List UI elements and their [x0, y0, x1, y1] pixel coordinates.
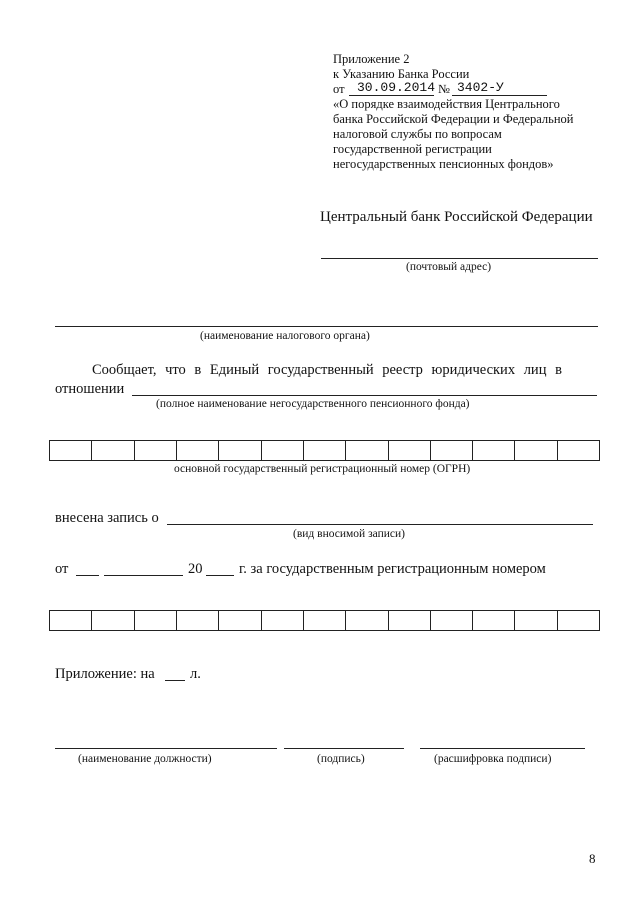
decree-number: 3402-У: [457, 80, 504, 95]
digit-cell[interactable]: [219, 611, 261, 630]
month-blank: [104, 575, 183, 576]
digit-cell[interactable]: [473, 611, 515, 630]
appendix-label: Приложение 2: [333, 52, 410, 66]
date-prefix: от: [333, 82, 345, 96]
digit-cell[interactable]: [177, 441, 219, 460]
attachment-label: Приложение: на: [55, 666, 155, 682]
attachment-suffix: л.: [190, 666, 201, 682]
digit-cell[interactable]: [389, 611, 431, 630]
digit-cell[interactable]: [50, 611, 92, 630]
digit-cell[interactable]: [346, 441, 388, 460]
signature-caption: (подпись): [317, 753, 365, 765]
year-prefix: 20: [188, 561, 203, 577]
digit-cell[interactable]: [177, 611, 219, 630]
day-blank: [76, 575, 99, 576]
signature-line: [284, 748, 404, 749]
address-line: [321, 258, 598, 259]
digit-cell[interactable]: [558, 441, 599, 460]
digit-cell[interactable]: [92, 611, 134, 630]
year-blank: [206, 575, 234, 576]
position-line: [55, 748, 277, 749]
digit-cell[interactable]: [431, 441, 473, 460]
digit-cell[interactable]: [219, 441, 261, 460]
decree-title-2: банка Российской Федерации и Федеральной: [333, 112, 574, 126]
digit-cell[interactable]: [50, 441, 92, 460]
grn-label: г. за государственным регистрационным номером: [239, 561, 546, 577]
digit-cell[interactable]: [135, 611, 177, 630]
digit-cell[interactable]: [135, 441, 177, 460]
fund-name-caption: (полное наименование негосударственного пенсионного фонда): [156, 398, 470, 410]
decree-title-5: негосударственных пенсионных фондов»: [333, 157, 554, 171]
page-number: 8: [589, 851, 596, 866]
digit-cell[interactable]: [389, 441, 431, 460]
digit-cell[interactable]: [262, 611, 304, 630]
ogrn-cell-grid: [49, 440, 600, 461]
date-from-label: от: [55, 561, 69, 577]
fund-name-line: [132, 395, 597, 396]
grn-cell-grid: [49, 610, 600, 631]
digit-cell[interactable]: [346, 611, 388, 630]
message-text: Сообщает, что в Единый государственный реестр юридических лиц в: [92, 362, 562, 378]
decoding-caption: (расшифровка подписи): [434, 753, 552, 765]
attachment-sheets-blank: [165, 680, 185, 681]
tax-authority-caption: (наименование налогового органа): [200, 330, 370, 342]
ogrn-caption: основной государственный регистрационный номер (ОГРН): [174, 463, 471, 475]
digit-cell[interactable]: [558, 611, 599, 630]
decree-reference: к Указанию Банка России: [333, 67, 470, 81]
digit-cell[interactable]: [431, 611, 473, 630]
number-underline: [452, 95, 547, 96]
digit-cell[interactable]: [304, 611, 346, 630]
digit-cell[interactable]: [515, 441, 557, 460]
digit-cell[interactable]: [304, 441, 346, 460]
position-caption: (наименование должности): [78, 753, 212, 765]
date-underline: [349, 95, 434, 96]
decree-date: 30.09.2014: [357, 80, 436, 95]
sender-organization: Центральный банк Российской Федерации: [320, 209, 593, 225]
tax-authority-line: [55, 326, 598, 327]
decree-title-1: «О порядке взаимодействия Центрального: [333, 97, 560, 111]
digit-cell[interactable]: [473, 441, 515, 460]
decree-title-4: государственной регистрации: [333, 142, 492, 156]
record-type-line: [167, 524, 593, 525]
decree-title-3: налоговой службы по вопросам: [333, 127, 502, 141]
digit-cell[interactable]: [262, 441, 304, 460]
digit-cell[interactable]: [92, 441, 134, 460]
number-prefix: №: [438, 82, 450, 96]
in-respect-label: отношении: [55, 381, 125, 397]
decoding-line: [420, 748, 585, 749]
address-caption: (почтовый адрес): [406, 261, 492, 273]
record-type-caption: (вид вносимой записи): [293, 528, 405, 540]
record-label: внесена запись о: [55, 510, 159, 526]
digit-cell[interactable]: [515, 611, 557, 630]
